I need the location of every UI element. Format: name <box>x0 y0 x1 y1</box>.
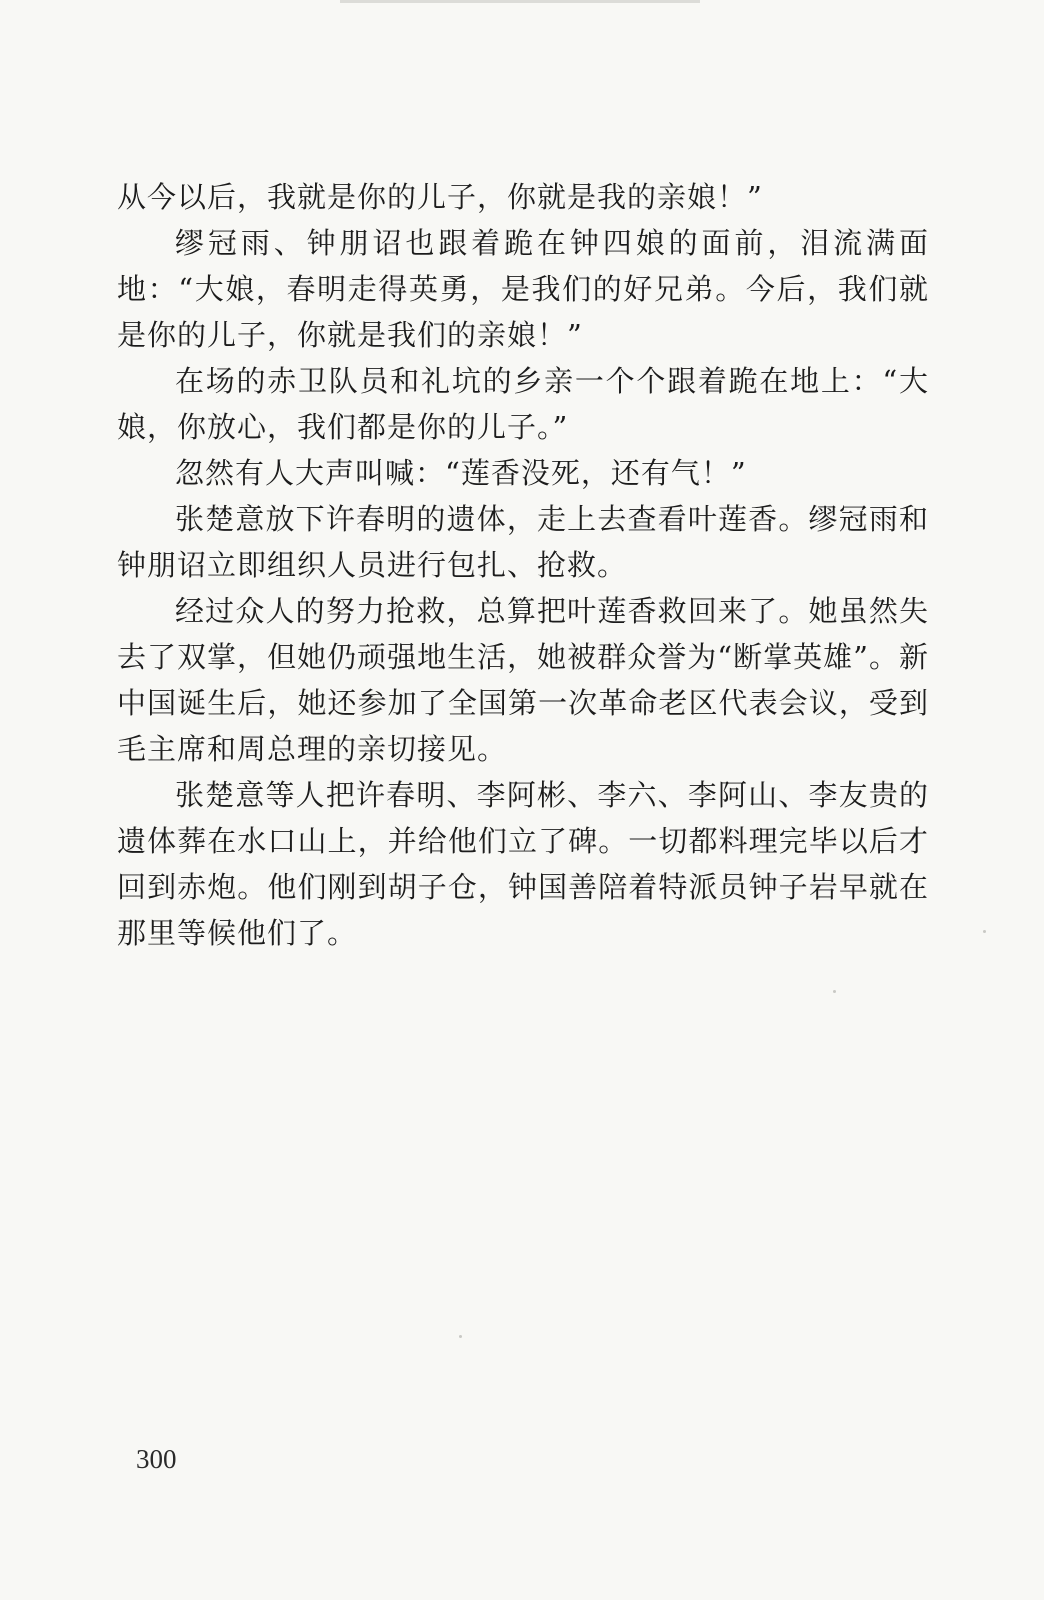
scan-speck <box>459 1335 462 1338</box>
paragraph-1: 从今以后，我就是你的儿子，你就是我的亲娘！” <box>117 180 763 214</box>
paragraph-7: 张楚意等人把许春明、李阿彬、李六、李阿山、李友贵的遗体葬在水口山上，并给他们立了碑。一切都料理完毕以后才回到赤炮。他们刚到胡子仓，钟国善陪着特派员钟子岩早就在那里等候他们了。 <box>117 778 929 950</box>
paragraph-2: 缪冠雨、钟朋诏也跟着跪在钟四娘的面前，泪流满面地：“大娘，春明走得英勇，是我们的好兄弟。今后，我们就是你的儿子，你就是我们的亲娘！” <box>117 226 929 352</box>
text-body <box>117 174 929 956</box>
paragraph-5: 张楚意放下许春明的遗体，走上去查看叶莲香。缪冠雨和钟朋诏立即组织人员进行包扎、抢救。 <box>117 502 929 582</box>
paragraph-6: 经过众人的努力抢救，总算把叶莲香救回来了。她虽然失去了双掌，但她仍顽强地生活，她被群众誉为“断掌英雄”。新中国诞生后，她还参加了全国第一次革命老区代表会议，受到毛主席和周总理的亲切接见。 <box>117 594 929 766</box>
scan-edge-artifact <box>340 0 700 3</box>
scan-speck <box>833 990 836 993</box>
scan-speck <box>983 930 986 933</box>
paragraph-3: 在场的赤卫队员和礼坑的乡亲一个个跟着跪在地上：“大娘，你放心，我们都是你的儿子。” <box>117 364 929 444</box>
page-number: 300 <box>136 1444 177 1474</box>
paragraph-4: 忽然有人大声叫喊：“莲香没死，还有气！” <box>175 456 747 490</box>
